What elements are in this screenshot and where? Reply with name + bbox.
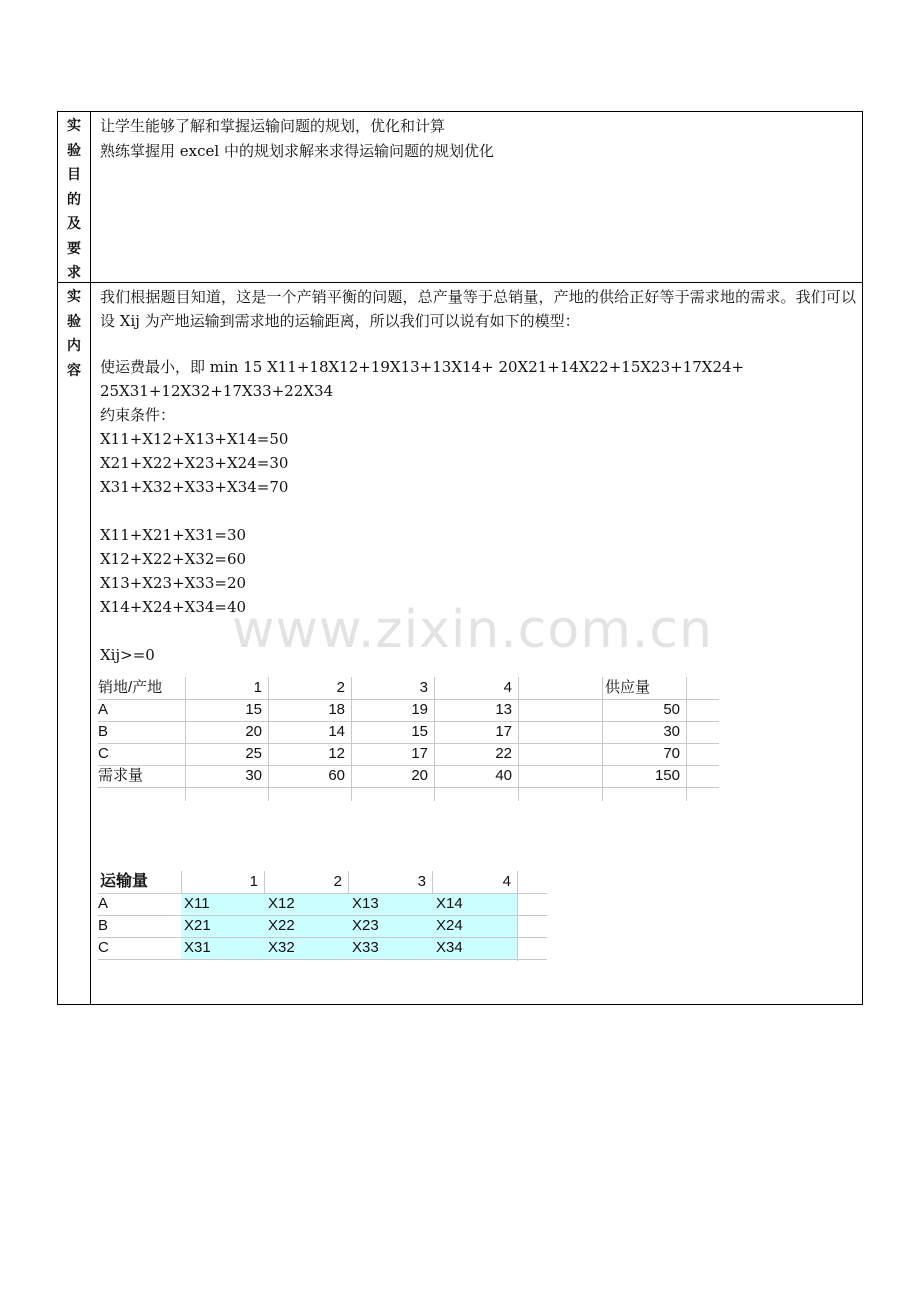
constraints-label: 约束条件：: [100, 406, 176, 424]
cost-cell: 22: [495, 745, 512, 762]
column-header: 4: [503, 679, 512, 696]
column-header: 3: [417, 873, 426, 890]
label-char: 的: [67, 191, 81, 208]
row-label-objectives: [58, 112, 91, 282]
variable-cell: X33: [352, 939, 379, 956]
objective-line: 让学生能够了解和掌握运输问题的规划，优化和计算: [100, 117, 446, 135]
demand-constraint: X12+X22+X32=60: [100, 550, 247, 568]
row-label: A: [98, 895, 109, 912]
nonnegativity-constraint: Xij>=0: [100, 646, 155, 664]
variable-cell: X24: [436, 917, 463, 934]
cost-table: [98, 677, 720, 801]
cost-cell: 14: [328, 723, 345, 740]
supply-header: 供应量: [605, 679, 651, 696]
intro-paragraph: 我们根据题目知道，这是一个产销平衡的问题，总产量等于总销量，产地的供给正好等于需求地的需求。我们可以设 Xij 为产地运输到需求地的运输距离，所以我们可以说有如下的模型：: [100, 288, 856, 330]
demand-constraint: X14+X24+X34=40: [100, 598, 247, 616]
label-char: 内: [67, 338, 81, 354]
label-char: 验: [67, 313, 81, 330]
cost-cell: 15: [245, 701, 262, 718]
variable-cell: X21: [184, 917, 211, 934]
label-char: 求: [67, 265, 81, 281]
variable-cell: X14: [436, 895, 463, 912]
variable-cell: X31: [184, 939, 211, 956]
cost-table-corner: 销地/产地: [98, 679, 163, 696]
row-objectives: [58, 112, 862, 283]
demand-constraint: X13+X23+X33=20: [100, 574, 247, 592]
column-header: 4: [502, 873, 511, 890]
variable-cell: X13: [352, 895, 379, 912]
demand-cell: 60: [328, 767, 345, 784]
objective-function-line: 使运费最小，即 min 15 X11+18X12+19X13+13X14+ 20X21+14X22+15X23+17X24+: [100, 358, 745, 376]
objective-line: 熟练掌握用 excel 中的规划求解来求得运输问题的规划优化: [100, 142, 494, 160]
row-label-content: [58, 283, 91, 1004]
watermark: www.zixin.com.cn: [232, 600, 713, 660]
supply-cell: 30: [663, 723, 680, 740]
transport-table-corner: 运输量: [100, 873, 149, 890]
supply-cell: 70: [663, 745, 680, 762]
label-char: 目: [67, 167, 81, 183]
label-char: 验: [67, 142, 81, 159]
variable-cell: X22: [268, 917, 295, 934]
column-header: 3: [419, 679, 428, 696]
cost-cell: 12: [328, 745, 345, 762]
demand-row-label: 需求量: [98, 767, 144, 784]
cost-cell: 17: [411, 745, 428, 762]
supply-cell: 50: [663, 701, 680, 718]
row-label: B: [98, 723, 109, 740]
column-header: 2: [333, 873, 342, 890]
supply-constraint: X31+X32+X33+X34=70: [100, 478, 289, 496]
demand-cell: 40: [495, 767, 512, 784]
row-label: C: [98, 745, 109, 762]
label-char: 及: [67, 216, 81, 232]
cost-cell: 17: [495, 723, 512, 740]
label-char: 要: [67, 240, 81, 257]
row-label: C: [98, 939, 109, 956]
column-header: 1: [253, 679, 262, 696]
supply-constraint: X21+X22+X23+X24=30: [100, 454, 289, 472]
objective-function-line: 25X31+12X32+17X33+22X34: [100, 382, 334, 400]
demand-cell: 30: [245, 767, 262, 784]
cost-cell: 15: [411, 723, 428, 740]
column-header: 1: [249, 873, 258, 890]
cost-cell: 19: [411, 701, 428, 718]
cost-cell: 25: [245, 745, 262, 762]
cost-cell: 20: [245, 723, 262, 740]
variable-cell: X11: [184, 895, 210, 912]
label-char: 容: [67, 362, 81, 379]
cost-cell: 13: [495, 701, 512, 718]
demand-cell: 20: [411, 767, 428, 784]
variable-cell: X23: [352, 917, 379, 934]
cost-cell: 18: [328, 701, 345, 718]
row-label: B: [98, 917, 109, 934]
label-char: 实: [67, 118, 81, 134]
variable-cell: X32: [268, 939, 295, 956]
column-header: 2: [336, 679, 345, 696]
transport-table: [98, 871, 548, 961]
demand-constraint: X11+X21+X31=30: [100, 526, 247, 544]
label-char: 实: [67, 289, 81, 305]
supply-constraint: X11+X12+X13+X14=50: [100, 430, 289, 448]
total-cell: 150: [654, 767, 680, 784]
row-label: A: [98, 701, 109, 718]
variable-cell: X34: [436, 939, 463, 956]
variable-cell: X12: [268, 895, 295, 912]
